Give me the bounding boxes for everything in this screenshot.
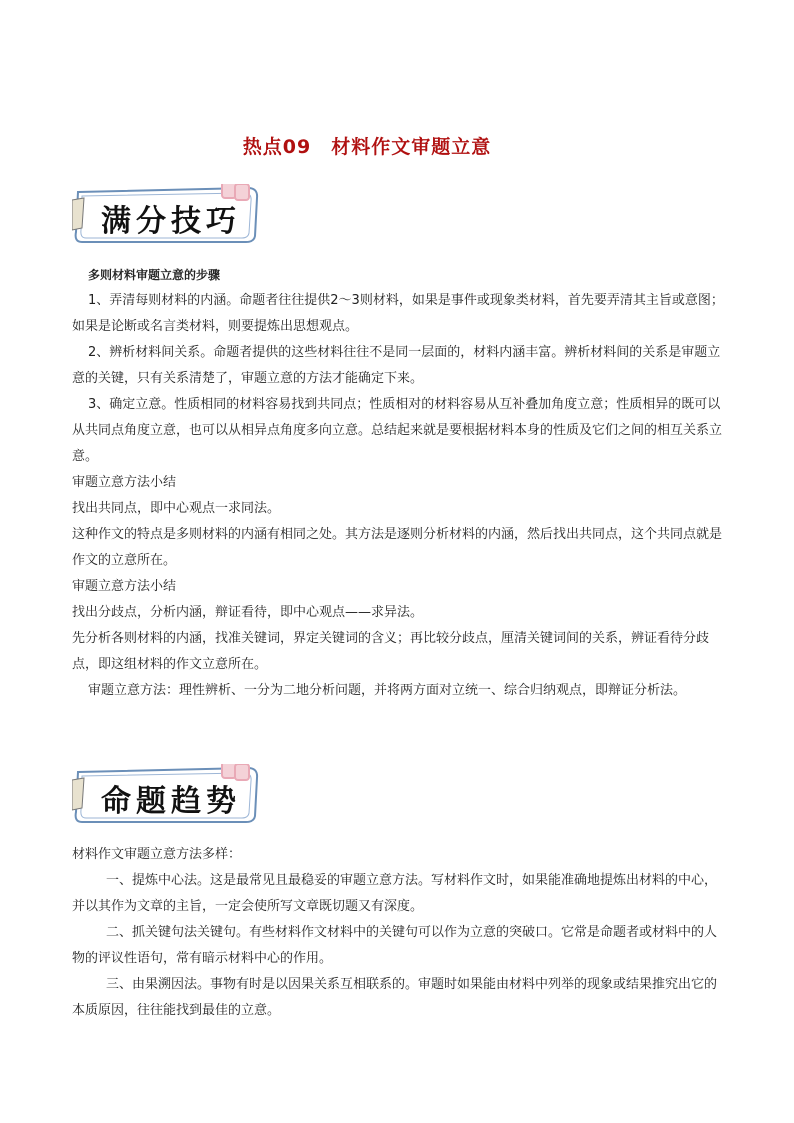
section-trends-body [72,842,726,1024]
step-paragraph: 3、确定立意。性质相同的材料容易找到共同点；性质相对的材料容易从互补叠加角度立意；性质相异的既可以从共同点角度立意，也可以从相异点角度多向立意。总结起来就是要根据材料本身的性质及它们之间的相互关系立意。 [72,397,723,464]
page-title: 热点09 材料作文审题立意 [242,136,492,158]
trend-paragraph: 二、抓关键句法关键句。有些材料作文材料中的关键句可以作为立意的突破口。它常是命题者或材料中的人物的评议性语句，常有暗示材料中心的作用。 [72,925,718,966]
summary-line: 先分析各则材料的内涵，找准关键词，界定关键词的含义；再比较分歧点，厘清关键词间的关系，辨证看待分歧点，即这组材料的作文立意所在。 [72,631,710,672]
summary-line: 找出分歧点，分析内涵，辩证看待，即中心观点——求异法。 [72,605,424,620]
step-paragraph: 2、辨析材料间关系。命题者提供的这些材料往往不是同一层面的，材料内涵丰富。辨析材料间的关系是审题立意的关键，只有关系清楚了，审题立意的方法才能确定下来。 [72,345,721,386]
step-paragraph: 1、弄清每则材料的内涵。命题者往往提供2～3则材料，如果是事件或现象类材料，首先要弄清其主旨或意图；如果是论断或名言类材料，则要提炼出思想观点。 [72,293,724,334]
banner-label: 满分技巧 [101,204,241,239]
summary-line: 找出共同点，即中心观点一求同法。 [72,501,281,516]
steps-heading: 多则材料审题立意的步骤 [88,268,221,282]
trend-paragraph: 三、由果溯因法。事物有时是以因果关系互相联系的。审题时如果能由材料中列举的现象或结果推究出它的本质原因，往往能找到最佳的立意。 [72,977,718,1018]
section-tips-body [72,262,726,704]
banner-label: 命题趋势 [101,784,241,819]
section-banner-trends [72,764,262,826]
method-line: 审题立意方法：理性辨析、一分为二地分析问题，并将两方面对立统一、综合归纳观点，即辩证分析法。 [88,683,687,698]
section-banner-tips [72,184,262,246]
trend-paragraph: 一、提炼中心法。这是最常见且最稳妥的审题立意方法。写材料作文时，如果能准确地提炼出材料的中心，并以其作为文章的主旨，一定会使所写文章既切题又有深度。 [72,873,718,914]
summary-heading: 审题立意方法小结 [72,579,177,594]
summary-line: 这种作文的特点是多则材料的内涵有相同之处。其方法是逐则分析材料的内涵，然后找出共同点，这个共同点就是作文的立意所在。 [72,527,723,568]
trends-intro: 材料作文审题立意方法多样： [72,847,242,862]
summary-heading: 审题立意方法小结 [72,475,177,490]
